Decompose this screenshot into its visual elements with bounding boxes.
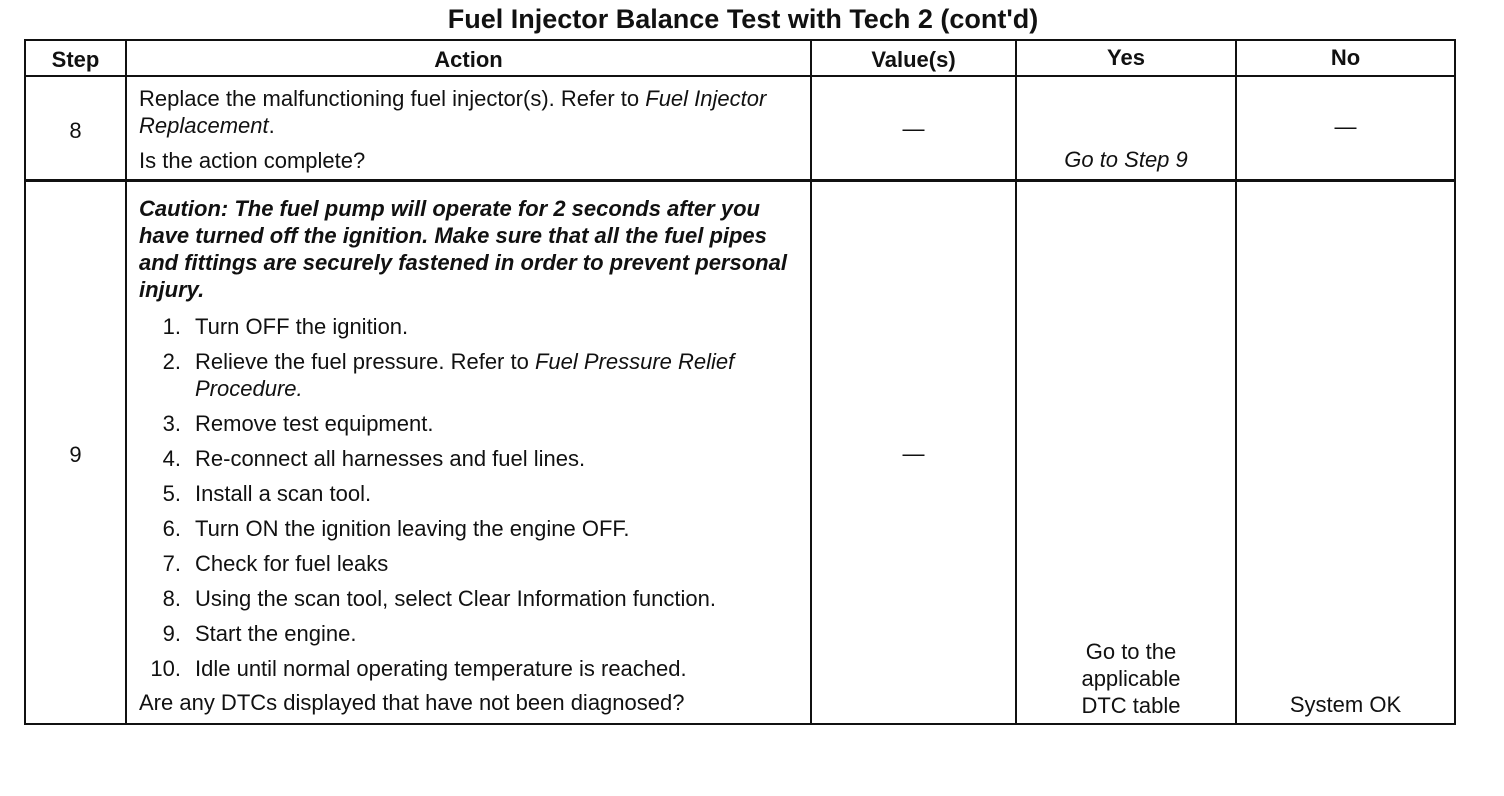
step-index: 1. [162,314,181,339]
procedure-step [139,585,807,612]
no-cell: — [1334,114,1357,139]
header-no: No [1330,45,1361,70]
diagnostic-table [24,39,1456,725]
caution-text: Caution: The fuel pump will operate for 2 seconds after you have turned off the ignition. Make sure that all the fuel pipes and fittings are securely fastened in order to prevent personal injury. [139,196,787,302]
value-cell: — [902,441,925,466]
step-index: 2. [162,349,181,374]
procedure-step [139,348,807,402]
header-yes: Yes [1107,45,1145,70]
column-divider [1235,41,1237,723]
step-text: Check for fuel leaks [195,551,389,576]
yes-cell: Go to Step 9 [1064,147,1188,172]
step-index: 3. [162,411,181,436]
column-divider [1015,41,1017,723]
step-text: Remove test equipment. [195,411,434,436]
column-divider [125,41,127,723]
step-index: 7. [162,551,181,576]
header-action: Action [434,47,503,72]
header-step: Step [51,47,100,72]
step-text: Idle until normal operating temperature is reached. [195,656,687,681]
step-text: Start the engine. [195,621,357,646]
value-cell: — [902,116,925,141]
no-cell: System OK [1289,692,1402,717]
step-index: 8. [162,586,181,611]
procedure-step [139,313,807,340]
step-number: 9 [69,442,82,467]
step-index: 9. [162,621,181,646]
procedure-step [139,550,807,577]
action-text [139,85,799,139]
step-text: Using the scan tool, select Clear Information function. [195,586,716,611]
action-question: Is the action complete? [139,148,366,173]
yes-cell: Go to the applicable DTC table [1081,639,1181,718]
row-divider [26,179,1454,182]
procedure-steps [139,313,807,682]
procedure-step [139,515,807,542]
action-cell [139,195,807,716]
step-text: Turn OFF the ignition. [195,314,409,339]
action-instruction: Replace the malfunctioning fuel injector(s). Refer to [139,86,646,111]
column-divider [810,41,812,723]
header-values: Value(s) [871,47,956,72]
step-text: Install a scan tool. [195,481,372,506]
action-instruction-end: . [268,113,275,138]
step-index: 10. [150,656,181,681]
procedure-step [139,445,807,472]
step-text: Turn ON the ignition leaving the engine OFF. [195,516,630,541]
step-index: 4. [162,446,181,471]
action-cell [139,85,799,174]
step-text-end: . [296,376,303,401]
step-text: Relieve the fuel pressure. Refer to [195,349,535,374]
step-text: Re-connect all harnesses and fuel lines. [195,446,586,471]
procedure-step [139,655,807,682]
procedure-step [139,620,807,647]
reference-link[interactable]: Fuel Pressure Relief Procedure [195,349,735,401]
page-title: Fuel Injector Balance Test with Tech 2 (cont'd) [447,4,1039,34]
procedure-step [139,480,807,507]
action-question: Are any DTCs displayed that have not been diagnosed? [139,690,685,715]
reference-link[interactable]: Fuel Injector Replacement [139,86,767,138]
step-index: 6. [162,516,181,541]
step-number: 8 [69,118,82,143]
step-index: 5. [162,481,181,506]
procedure-step [139,410,807,437]
